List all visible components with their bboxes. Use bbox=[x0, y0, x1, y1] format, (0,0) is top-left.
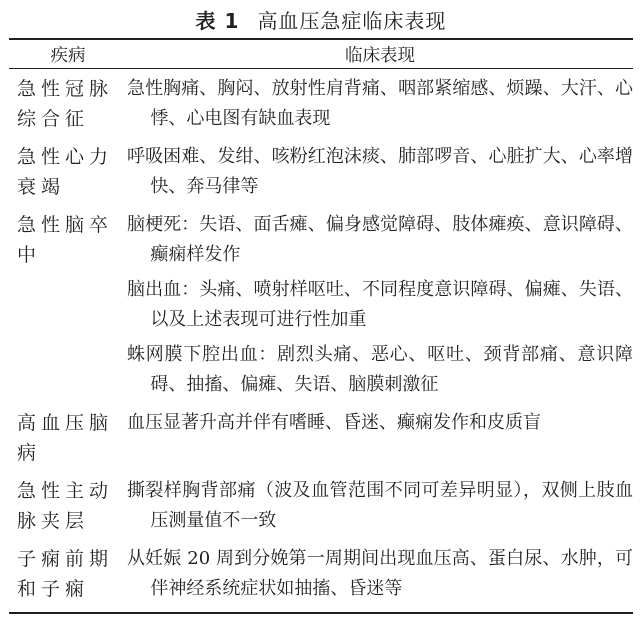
manifestation-item: 急性胸痛、胸闷、放射性肩背痛、咽部紧缩感、烦躁、大汗、心悸、心电图有缺血表现 bbox=[127, 78, 633, 129]
manifestation-cell bbox=[127, 408, 633, 468]
manifestation-item: 蛛网膜下腔出血：剧烈头痛、恶心、呕吐、颈背部痛、意识障碍、抽搐、偏瘫、失语、脑膜刺激征 bbox=[127, 344, 633, 395]
manifestation-cell bbox=[127, 544, 633, 604]
table-title: 高血压急症临床表现 bbox=[257, 8, 447, 33]
table-row bbox=[9, 142, 633, 202]
table-bottom-rule bbox=[9, 612, 633, 614]
header-manifestation: 临床表现 bbox=[345, 45, 415, 66]
manifestation-item: 血压显著升高并伴有嗜睡、昏迷、癫痫发作和皮质盲 bbox=[127, 412, 541, 433]
manifestation-cell bbox=[127, 74, 633, 134]
disease-cell: 急性主动脉夹层 bbox=[17, 480, 114, 532]
table-header bbox=[9, 40, 633, 68]
table-caption bbox=[9, 0, 633, 38]
table-body bbox=[9, 69, 633, 604]
manifestation-item: 撕裂样胸背部痛（波及血管范围不同可差异明显），双侧上肢血压测量值不一致 bbox=[127, 480, 633, 531]
manifestation-item: 从妊娠 20 周到分娩第一周期间出现血压高、蛋白尿、水肿，可伴神经系统症状如抽搐、昏迷等 bbox=[127, 548, 633, 599]
disease-cell: 急性心力衰竭 bbox=[17, 146, 114, 198]
table-row bbox=[9, 476, 633, 536]
header-disease: 疾病 bbox=[50, 45, 86, 66]
manifestation-cell bbox=[127, 142, 633, 202]
table-row bbox=[9, 544, 633, 604]
table-number: 表 1 bbox=[195, 8, 240, 33]
manifestation-item: 脑梗死：失语、面舌瘫、偏身感觉障碍、肢体瘫痪、意识障碍、癫痫样发作 bbox=[127, 214, 633, 265]
manifestation-item: 呼吸困难、发绀、咳粉红泡沫痰、肺部啰音、心脏扩大、心率增快、奔马律等 bbox=[127, 146, 633, 197]
table-row bbox=[9, 74, 633, 134]
disease-cell: 高血压脑病 bbox=[17, 412, 114, 464]
manifestation-item: 脑出血：头痛、喷射样呕吐、不同程度意识障碍、偏瘫、失语、以及上述表现可进行性加重 bbox=[127, 279, 633, 330]
disease-cell: 急性脑卒中 bbox=[17, 214, 114, 266]
table-row bbox=[9, 408, 633, 468]
disease-cell: 急性冠脉综合征 bbox=[17, 78, 114, 130]
disease-cell: 子痫前期和子痫 bbox=[17, 548, 114, 600]
manifestation-cell bbox=[127, 476, 633, 536]
table-row bbox=[9, 210, 633, 400]
manifestation-cell bbox=[127, 210, 633, 400]
